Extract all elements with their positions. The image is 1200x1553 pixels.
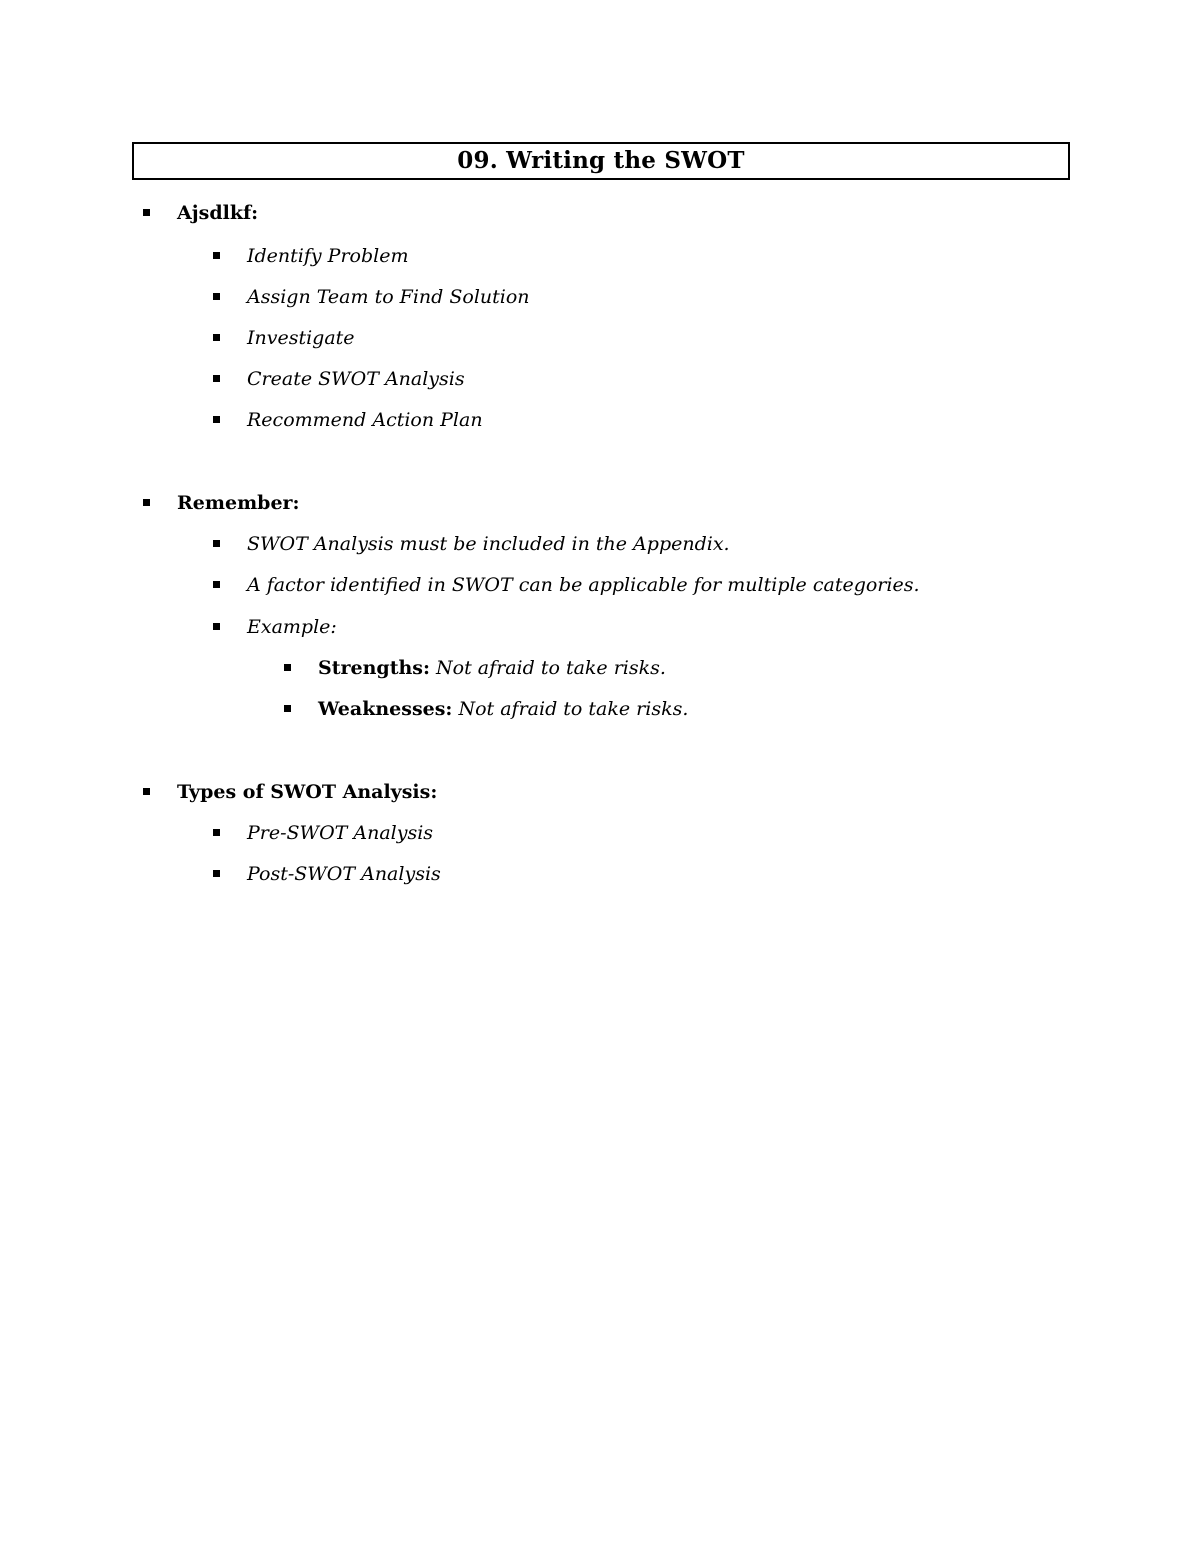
list-item: Pre-SWOT Analysis [247, 822, 434, 844]
sub-list-item [318, 653, 666, 683]
list-item: Recommend Action Plan [247, 409, 483, 431]
bullet-icon [284, 664, 291, 671]
sub-item-label: Weaknesses: [318, 698, 453, 720]
bullet-icon [143, 499, 150, 506]
sub-item-text: Not afraid to take risks. [430, 657, 666, 679]
list-item: Assign Team to Find Solution [247, 286, 530, 308]
section-heading-2: Remember: [177, 492, 300, 514]
list-item: SWOT Analysis must be included in the Appendix. [247, 533, 730, 555]
bullet-icon [143, 209, 150, 216]
list-item: Investigate [247, 327, 355, 349]
bullet-icon [213, 252, 220, 259]
list-item: Example: [247, 616, 337, 638]
bullet-icon [284, 705, 291, 712]
list-item: Post-SWOT Analysis [247, 863, 441, 885]
bullet-icon [213, 540, 220, 547]
bullet-icon [213, 623, 220, 630]
sub-list-item [318, 694, 688, 724]
sub-item-text: Not afraid to take risks. [452, 698, 689, 720]
section-heading-3: Types of SWOT Analysis: [177, 781, 438, 803]
bullet-icon [143, 788, 150, 795]
section-heading-1: Ajsdlkf: [177, 202, 259, 224]
list-item: Identify Problem [247, 245, 409, 267]
page-title: 09. Writing the SWOT [457, 147, 745, 174]
list-item: A factor identified in SWOT can be applicable for multiple categories. [247, 574, 920, 596]
list-item: Create SWOT Analysis [247, 368, 465, 390]
bullet-icon [213, 416, 220, 423]
bullet-icon [213, 829, 220, 836]
sub-item-label: Strengths: [318, 657, 430, 679]
bullet-icon [213, 581, 220, 588]
bullet-icon [213, 334, 220, 341]
bullet-icon [213, 293, 220, 300]
title-box [132, 142, 1070, 180]
bullet-icon [213, 375, 220, 382]
bullet-icon [213, 870, 220, 877]
